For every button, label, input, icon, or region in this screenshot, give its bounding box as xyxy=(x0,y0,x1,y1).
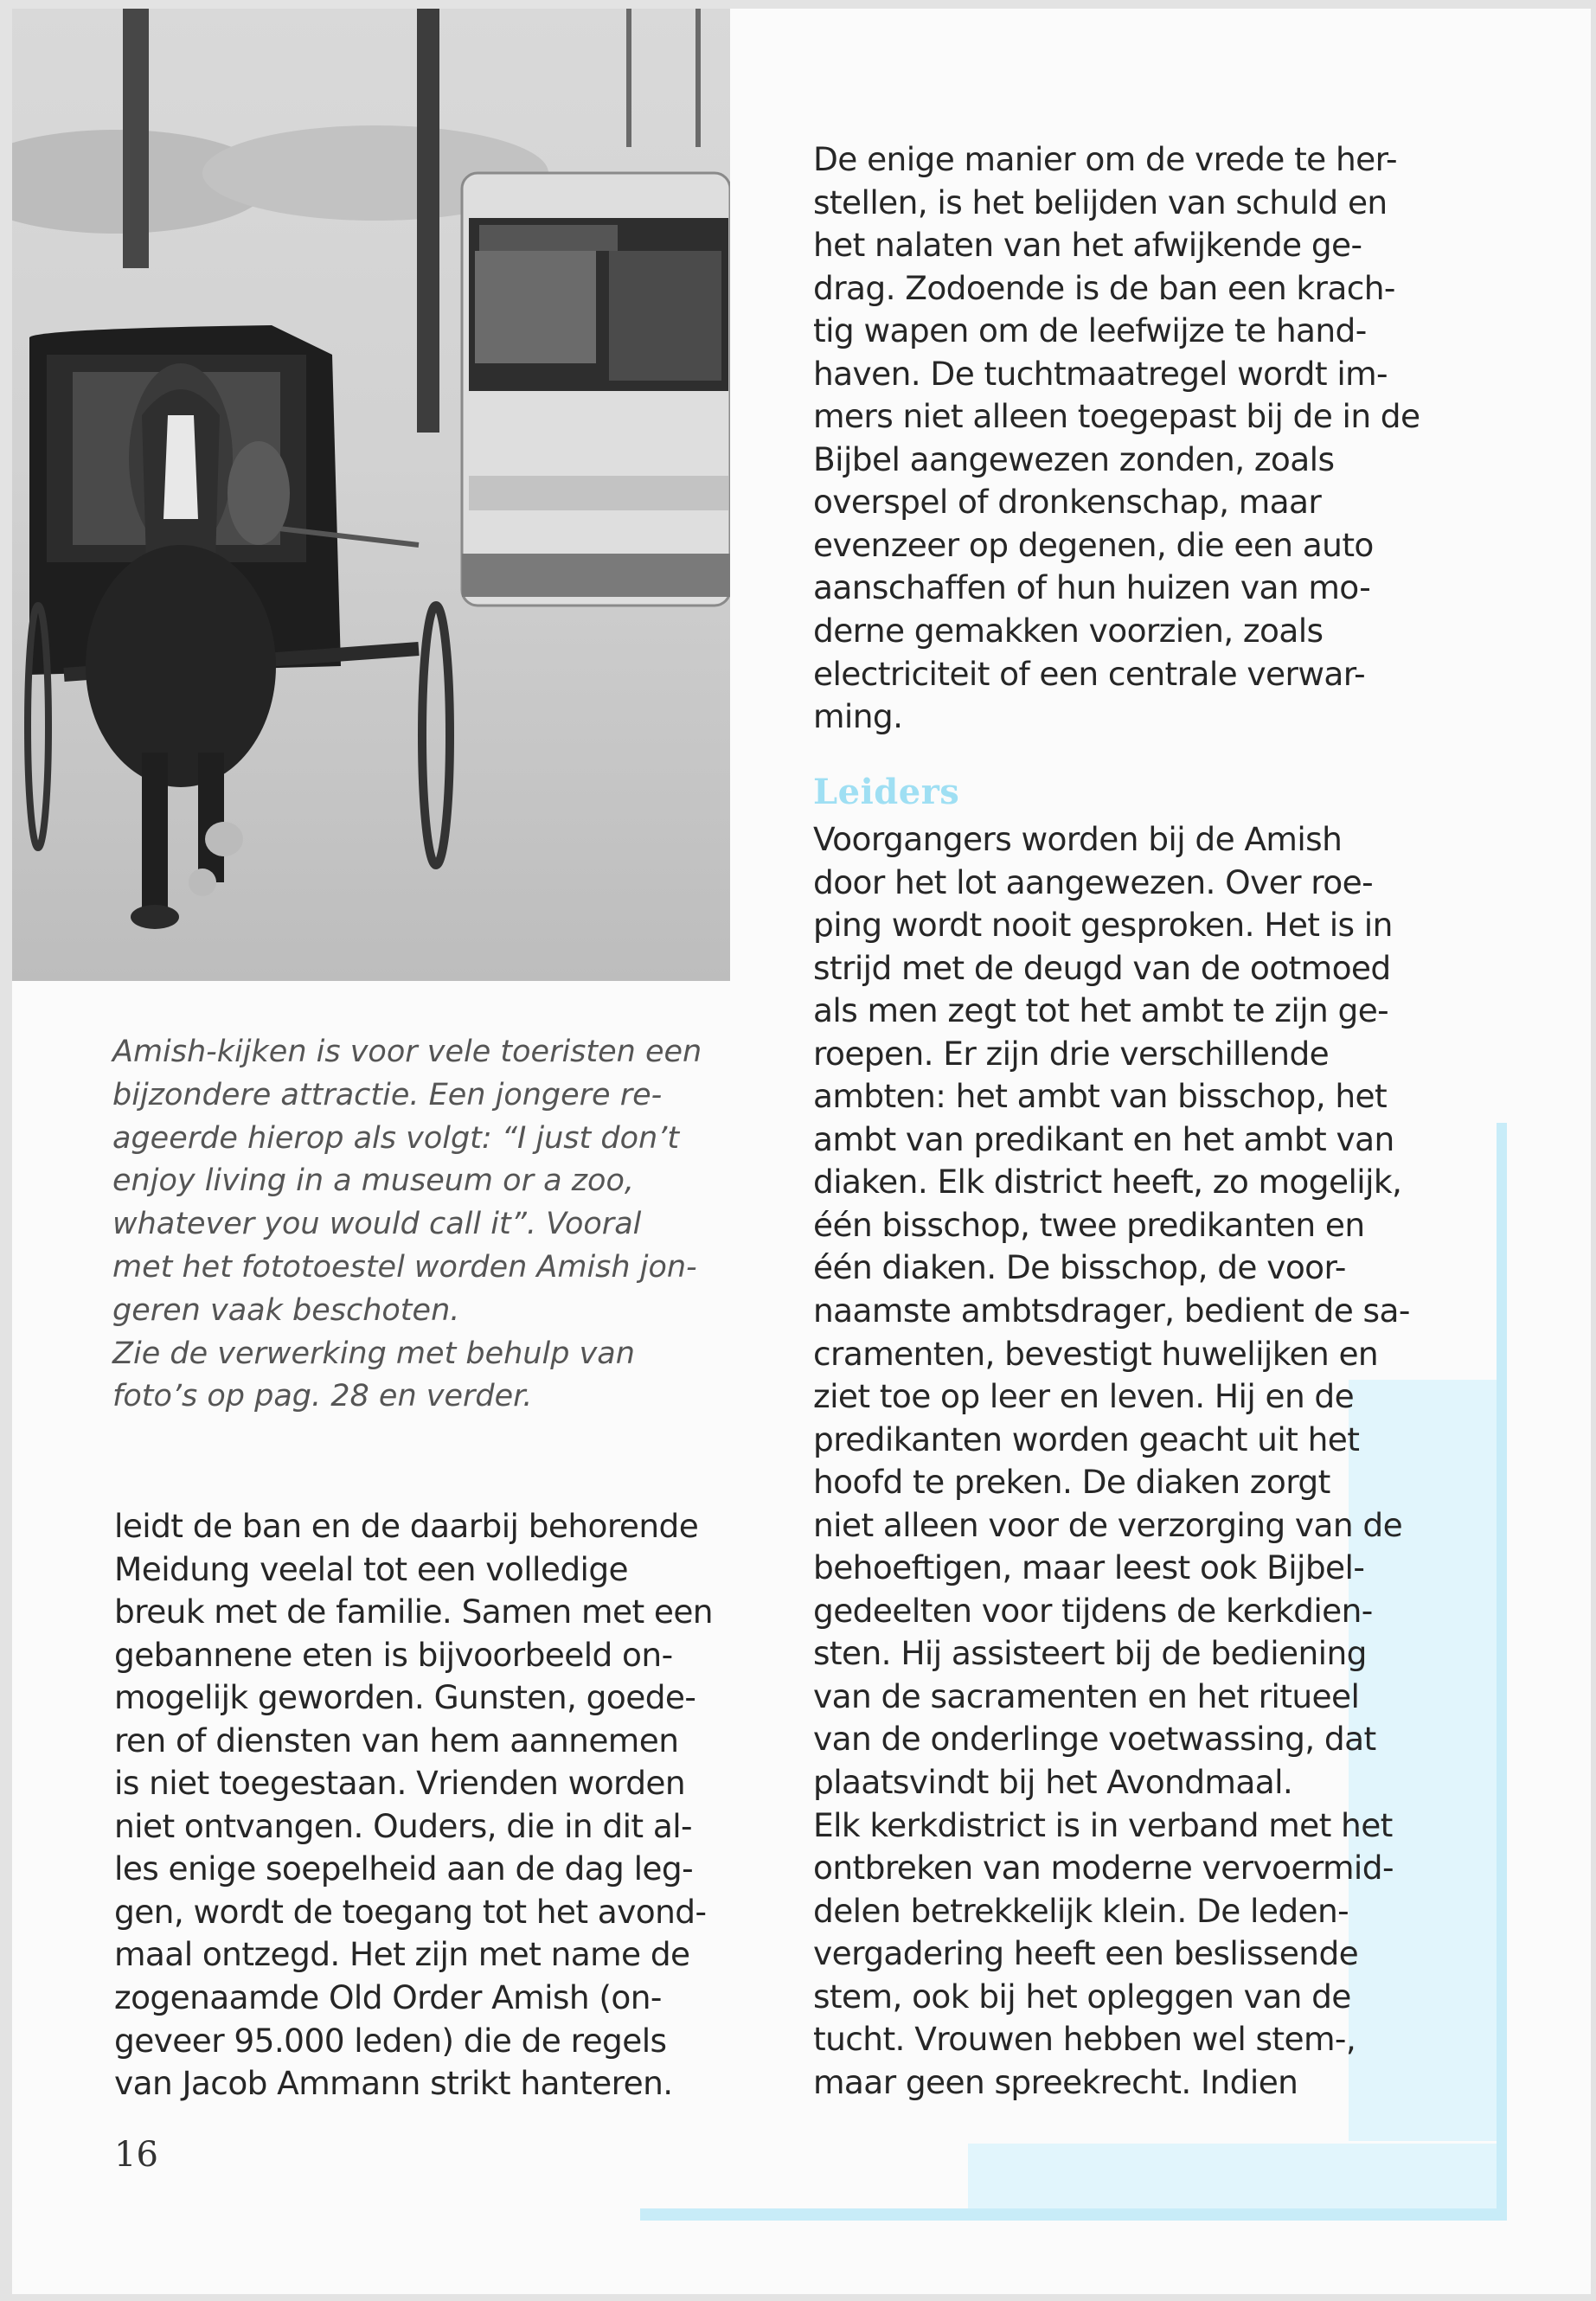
text-line: hoofd te preken. De diaken zorgt xyxy=(813,1463,1330,1502)
text-line: ren of diensten van hem aannemen xyxy=(114,1721,679,1759)
text-line: leidt de ban en de daarbij behorende xyxy=(114,1507,699,1545)
text-line: niet ontvangen. Ouders, die in dit al- xyxy=(114,1806,692,1845)
text-line: maal ontzegd. Het zijn met name de xyxy=(114,1935,690,1974)
text-line: diaken. Elk district heeft, zo mogelijk, xyxy=(813,1163,1402,1202)
text-line: haven. De tuchtmaatregel wordt im- xyxy=(813,354,1388,393)
text-line: les enige soepelheid aan de dag leg- xyxy=(114,1849,694,1888)
text-line: behoeftigen, maar leest ook Bijbel- xyxy=(813,1548,1365,1587)
text-line: ambt van predikant en het ambt van xyxy=(813,1119,1394,1158)
text-line: plaatsvindt bij het Avondmaal. xyxy=(813,1763,1293,1802)
text-line: ziet toe op leer en leven. Hij en de xyxy=(813,1377,1355,1416)
text-line: De enige manier om de vrede te her- xyxy=(813,140,1397,178)
caption-line: enjoy living in a museum or a zoo, xyxy=(112,1163,634,1199)
photo-caption xyxy=(112,1031,735,1419)
text-line: breuk met de familie. Samen met een xyxy=(114,1593,713,1631)
caption-line: bijzondere attractie. Een jongere re- xyxy=(112,1077,663,1112)
text-line: overspel of dronkenschap, maar xyxy=(813,483,1322,522)
text-line: het nalaten van het afwijkende ge- xyxy=(813,226,1362,265)
text-line: vergadering heeft een beslissende xyxy=(813,1934,1359,1973)
text-line: één diaken. De bisschop, de voor- xyxy=(813,1248,1346,1287)
text-line: stellen, is het belijden van schuld en xyxy=(813,183,1388,221)
text-line: cramenten, bevestigt huwelijken en xyxy=(813,1334,1379,1373)
accent-bar-vertical xyxy=(1497,1123,1507,2214)
text-line: Meidung veelal tot een volledige xyxy=(114,1549,629,1588)
caption-line: foto’s op pag. 28 en verder. xyxy=(112,1379,533,1414)
text-line: stem, ook bij het opleggen van de xyxy=(813,1977,1351,2016)
text-line: naamste ambtsdrager, bedient de sa- xyxy=(813,1292,1410,1330)
text-line: tucht. Vrouwen hebben wel stem-, xyxy=(813,2020,1356,2059)
text-line: electriciteit of een centrale verwar- xyxy=(813,654,1366,693)
text-line: gen, wordt de toegang tot het avond- xyxy=(114,1892,707,1931)
text-line: Bijbel aangewezen zonden, zoals xyxy=(813,439,1335,478)
text-line: gedeelten voor tijdens de kerkdien- xyxy=(813,1591,1373,1630)
text-line: delen betrekkelijk klein. De leden- xyxy=(813,1891,1349,1930)
caption-line: met het fototoestel worden Amish jon- xyxy=(112,1249,697,1285)
amish-buggy-photo xyxy=(12,9,730,981)
text-line: roepen. Er zijn drie verschillende xyxy=(813,1034,1330,1073)
text-line: ping wordt nooit gesproken. Het is in xyxy=(813,906,1393,945)
text-line: ontbreken van moderne vervoermid- xyxy=(813,1849,1394,1888)
text-line: tig wapen om de leefwijze te hand- xyxy=(813,311,1367,350)
left-column-text xyxy=(114,1505,737,2106)
text-line: ming. xyxy=(813,697,903,736)
text-line: aanschaffen of hun huizen van mo- xyxy=(813,568,1371,607)
text-line: als men zegt tot het ambt te zijn ge- xyxy=(813,991,1389,1030)
text-line: derne gemakken voorzien, zoals xyxy=(813,612,1324,651)
book-page xyxy=(12,9,1591,2294)
caption-line: Zie de verwerking met behulp van xyxy=(112,1336,635,1371)
right-column-top-text xyxy=(813,138,1488,739)
text-line: van de sacramenten en het ritueel xyxy=(813,1676,1360,1715)
text-line: door het lot aangewezen. Over roe- xyxy=(813,862,1374,901)
text-line: van de onderlinge voetwassing, dat xyxy=(813,1720,1376,1759)
caption-line: Amish-kijken is voor vele toeristen een xyxy=(112,1035,702,1069)
text-line: strijd met de deugd van de ootmoed xyxy=(813,948,1391,987)
accent-block xyxy=(968,2144,1497,2208)
caption-line: geren vaak beschoten. xyxy=(112,1292,460,1328)
caption-line: whatever you would call it”. Vooral xyxy=(112,1207,642,1242)
text-line: één bisschop, twee predikanten en xyxy=(813,1205,1365,1244)
caption-line: ageerde hierop als volgt: “I just don’t xyxy=(112,1120,680,1156)
text-line: gebannene eten is bijvoorbeeld on- xyxy=(114,1635,673,1674)
text-line: predikanten worden geacht uit het xyxy=(813,1420,1360,1458)
text-line: evenzeer op degenen, die een auto xyxy=(813,525,1374,564)
text-line: mers niet alleen toegepast bij de in de xyxy=(813,397,1420,436)
text-line: is niet toegestaan. Vrienden worden xyxy=(114,1764,686,1803)
text-line: zogenaamde Old Order Amish (on- xyxy=(114,1978,662,2017)
text-line: ambten: het ambt van bisschop, het xyxy=(813,1077,1388,1116)
text-line: Elk kerkdistrict is in verband met het xyxy=(813,1805,1393,1844)
text-line: drag. Zodoende is de ban een krach- xyxy=(813,268,1395,307)
amish-buggy-photo-graphic xyxy=(12,9,730,981)
text-line: mogelijk geworden. Gunsten, goede- xyxy=(114,1678,696,1717)
right-column-bottom-text xyxy=(813,818,1488,2104)
section-heading-leiders: Leiders xyxy=(813,772,960,812)
accent-bar-horizontal xyxy=(640,2208,1507,2221)
text-line: van Jacob Ammann strikt hanteren. xyxy=(114,2064,673,2103)
text-line: sten. Hij assisteert bij de bediening xyxy=(813,1634,1367,1673)
text-line: Voorgangers worden bij de Amish xyxy=(813,820,1343,858)
page-number: 16 xyxy=(114,2135,158,2175)
text-line: maar geen spreekrecht. Indien xyxy=(813,2062,1298,2101)
text-line: niet alleen voor de verzorging van de xyxy=(813,1505,1403,1544)
text-line: geveer 95.000 leden) die de regels xyxy=(114,2021,667,2060)
